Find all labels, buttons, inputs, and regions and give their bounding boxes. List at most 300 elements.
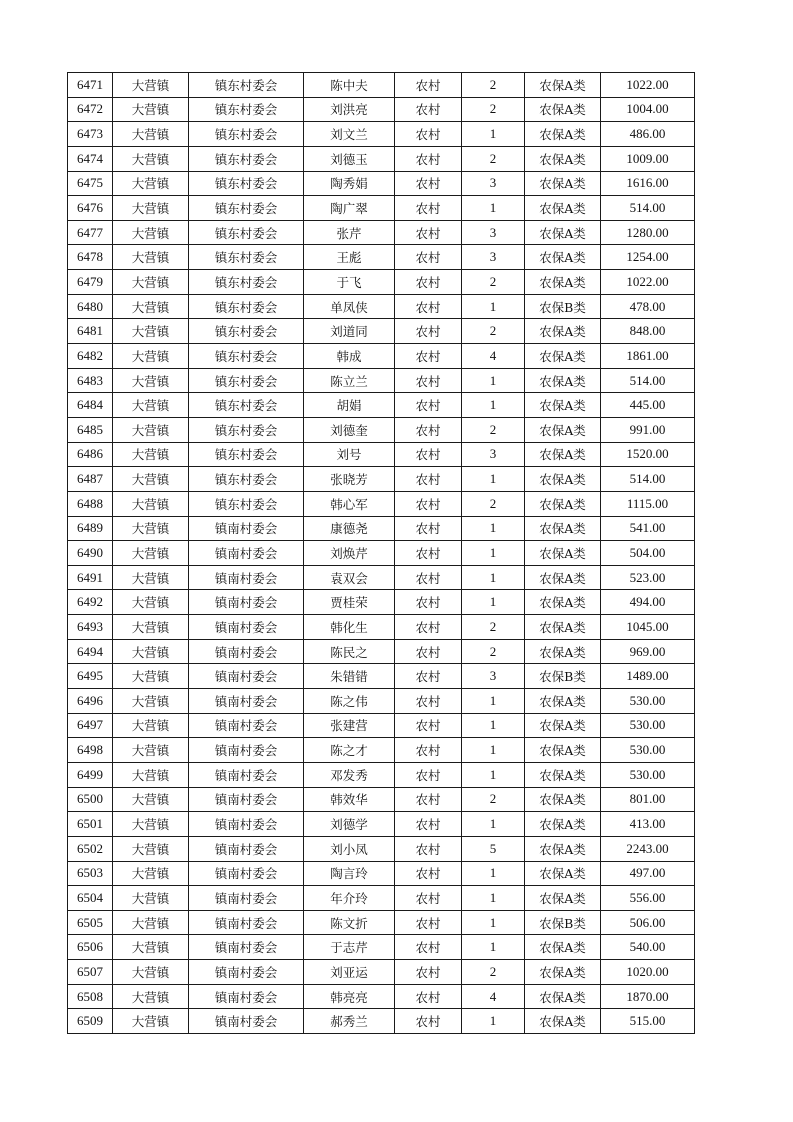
cell-village-committee: 镇南村委会 (189, 713, 304, 738)
cell-amount: 514.00 (601, 196, 695, 221)
cell-amount: 801.00 (601, 787, 695, 812)
table-row (68, 664, 695, 689)
cell-serial-number: 6474 (68, 146, 113, 171)
table-row (68, 689, 695, 714)
cell-household-type: 农村 (395, 97, 462, 122)
cell-household-type: 农村 (395, 639, 462, 664)
table-row (68, 294, 695, 319)
cell-serial-number: 6486 (68, 442, 113, 467)
cell-town: 大营镇 (113, 171, 189, 196)
cell-household-type: 农村 (395, 245, 462, 270)
cell-village-committee: 镇南村委会 (189, 689, 304, 714)
cell-town: 大营镇 (113, 541, 189, 566)
cell-amount: 445.00 (601, 393, 695, 418)
cell-insurance-category: 农保A类 (525, 713, 601, 738)
cell-insurance-category: 农保A类 (525, 590, 601, 615)
cell-insurance-category: 农保A类 (525, 565, 601, 590)
cell-amount: 1020.00 (601, 960, 695, 985)
cell-village-committee: 镇东村委会 (189, 146, 304, 171)
cell-person-count: 1 (462, 196, 525, 221)
cell-household-type: 农村 (395, 270, 462, 295)
cell-village-committee: 镇东村委会 (189, 368, 304, 393)
table-row (68, 615, 695, 640)
cell-person-name: 韩效华 (304, 787, 395, 812)
cell-village-committee: 镇南村委会 (189, 910, 304, 935)
table-row (68, 122, 695, 147)
cell-person-name: 韩亮亮 (304, 984, 395, 1009)
table-row (68, 738, 695, 763)
cell-serial-number: 6498 (68, 738, 113, 763)
cell-village-committee: 镇南村委会 (189, 516, 304, 541)
cell-village-committee: 镇南村委会 (189, 1009, 304, 1034)
cell-town: 大营镇 (113, 344, 189, 369)
cell-village-committee: 镇南村委会 (189, 738, 304, 763)
cell-insurance-category: 农保A类 (525, 935, 601, 960)
cell-household-type: 农村 (395, 886, 462, 911)
table-row (68, 836, 695, 861)
cell-town: 大营镇 (113, 270, 189, 295)
cell-person-count: 1 (462, 1009, 525, 1034)
cell-household-type: 农村 (395, 738, 462, 763)
cell-person-name: 刘道同 (304, 319, 395, 344)
cell-town: 大营镇 (113, 590, 189, 615)
cell-village-committee: 镇东村委会 (189, 417, 304, 442)
cell-town: 大营镇 (113, 565, 189, 590)
cell-town: 大营镇 (113, 491, 189, 516)
cell-insurance-category: 农保B类 (525, 294, 601, 319)
cell-town: 大营镇 (113, 836, 189, 861)
cell-person-count: 1 (462, 812, 525, 837)
cell-household-type: 农村 (395, 516, 462, 541)
cell-serial-number: 6483 (68, 368, 113, 393)
cell-insurance-category: 农保A类 (525, 467, 601, 492)
cell-insurance-category: 农保B类 (525, 664, 601, 689)
cell-person-count: 1 (462, 861, 525, 886)
cell-village-committee: 镇东村委会 (189, 491, 304, 516)
cell-insurance-category: 农保A类 (525, 171, 601, 196)
cell-serial-number: 6507 (68, 960, 113, 985)
cell-amount: 494.00 (601, 590, 695, 615)
cell-person-name: 刘亚运 (304, 960, 395, 985)
cell-amount: 486.00 (601, 122, 695, 147)
cell-serial-number: 6475 (68, 171, 113, 196)
cell-serial-number: 6479 (68, 270, 113, 295)
table-row (68, 245, 695, 270)
cell-amount: 478.00 (601, 294, 695, 319)
table-row (68, 344, 695, 369)
cell-amount: 530.00 (601, 762, 695, 787)
cell-amount: 515.00 (601, 1009, 695, 1034)
cell-household-type: 农村 (395, 541, 462, 566)
cell-village-committee: 镇东村委会 (189, 319, 304, 344)
cell-person-count: 4 (462, 984, 525, 1009)
cell-town: 大营镇 (113, 935, 189, 960)
cell-person-name: 韩化生 (304, 615, 395, 640)
cell-insurance-category: 农保A类 (525, 787, 601, 812)
cell-insurance-category: 农保A类 (525, 393, 601, 418)
cell-amount: 969.00 (601, 639, 695, 664)
cell-amount: 1520.00 (601, 442, 695, 467)
cell-town: 大营镇 (113, 467, 189, 492)
cell-person-count: 1 (462, 713, 525, 738)
cell-town: 大营镇 (113, 713, 189, 738)
cell-amount: 413.00 (601, 812, 695, 837)
roster-table-body (68, 73, 695, 1034)
table-row (68, 1009, 695, 1034)
cell-household-type: 农村 (395, 565, 462, 590)
cell-person-count: 1 (462, 467, 525, 492)
cell-person-name: 于飞 (304, 270, 395, 295)
cell-serial-number: 6503 (68, 861, 113, 886)
cell-insurance-category: 农保A类 (525, 245, 601, 270)
table-row (68, 935, 695, 960)
cell-person-name: 张晓芳 (304, 467, 395, 492)
cell-person-name: 贾桂荣 (304, 590, 395, 615)
cell-village-committee: 镇南村委会 (189, 664, 304, 689)
cell-person-count: 3 (462, 442, 525, 467)
cell-insurance-category: 农保A类 (525, 491, 601, 516)
table-row (68, 73, 695, 98)
cell-village-committee: 镇东村委会 (189, 196, 304, 221)
cell-insurance-category: 农保A类 (525, 639, 601, 664)
table-row (68, 417, 695, 442)
cell-person-name: 刘小凤 (304, 836, 395, 861)
cell-person-count: 3 (462, 220, 525, 245)
cell-village-committee: 镇东村委会 (189, 270, 304, 295)
cell-serial-number: 6509 (68, 1009, 113, 1034)
cell-amount: 848.00 (601, 319, 695, 344)
cell-insurance-category: 农保A类 (525, 220, 601, 245)
cell-insurance-category: 农保A类 (525, 812, 601, 837)
cell-insurance-category: 农保A类 (525, 196, 601, 221)
cell-person-count: 1 (462, 935, 525, 960)
cell-household-type: 农村 (395, 1009, 462, 1034)
cell-person-count: 2 (462, 97, 525, 122)
table-row (68, 812, 695, 837)
cell-village-committee: 镇东村委会 (189, 467, 304, 492)
cell-person-count: 2 (462, 615, 525, 640)
cell-amount: 541.00 (601, 516, 695, 541)
cell-amount: 1616.00 (601, 171, 695, 196)
cell-town: 大营镇 (113, 146, 189, 171)
cell-insurance-category: 农保A类 (525, 1009, 601, 1034)
cell-person-name: 韩成 (304, 344, 395, 369)
table-row (68, 171, 695, 196)
cell-household-type: 农村 (395, 910, 462, 935)
cell-person-name: 陈之伟 (304, 689, 395, 714)
cell-person-count: 1 (462, 541, 525, 566)
cell-person-name: 刘德学 (304, 812, 395, 837)
cell-village-committee: 镇东村委会 (189, 393, 304, 418)
cell-amount: 2243.00 (601, 836, 695, 861)
cell-village-committee: 镇南村委会 (189, 541, 304, 566)
cell-person-name: 陶言玲 (304, 861, 395, 886)
cell-insurance-category: 农保A类 (525, 97, 601, 122)
cell-amount: 514.00 (601, 368, 695, 393)
cell-amount: 1870.00 (601, 984, 695, 1009)
cell-village-committee: 镇东村委会 (189, 220, 304, 245)
cell-amount: 530.00 (601, 738, 695, 763)
cell-amount: 1004.00 (601, 97, 695, 122)
cell-amount: 1280.00 (601, 220, 695, 245)
cell-person-count: 1 (462, 689, 525, 714)
cell-town: 大营镇 (113, 787, 189, 812)
cell-town: 大营镇 (113, 97, 189, 122)
cell-town: 大营镇 (113, 984, 189, 1009)
cell-person-count: 1 (462, 565, 525, 590)
cell-village-committee: 镇南村委会 (189, 960, 304, 985)
cell-household-type: 农村 (395, 664, 462, 689)
cell-serial-number: 6505 (68, 910, 113, 935)
cell-insurance-category: 农保A类 (525, 762, 601, 787)
cell-person-name: 刘号 (304, 442, 395, 467)
cell-person-count: 2 (462, 146, 525, 171)
cell-person-count: 4 (462, 344, 525, 369)
table-row (68, 97, 695, 122)
table-row (68, 762, 695, 787)
table-row (68, 886, 695, 911)
cell-insurance-category: 农保A类 (525, 344, 601, 369)
cell-person-name: 康德尧 (304, 516, 395, 541)
cell-amount: 1009.00 (601, 146, 695, 171)
cell-person-count: 3 (462, 245, 525, 270)
cell-amount: 540.00 (601, 935, 695, 960)
cell-insurance-category: 农保A类 (525, 270, 601, 295)
cell-serial-number: 6508 (68, 984, 113, 1009)
cell-person-count: 2 (462, 960, 525, 985)
table-row (68, 319, 695, 344)
cell-serial-number: 6487 (68, 467, 113, 492)
cell-amount: 504.00 (601, 541, 695, 566)
cell-town: 大营镇 (113, 368, 189, 393)
cell-village-committee: 镇南村委会 (189, 565, 304, 590)
table-row (68, 713, 695, 738)
cell-household-type: 农村 (395, 787, 462, 812)
cell-household-type: 农村 (395, 122, 462, 147)
cell-person-name: 于志芹 (304, 935, 395, 960)
cell-person-count: 2 (462, 270, 525, 295)
cell-amount: 1045.00 (601, 615, 695, 640)
cell-person-name: 单凤侠 (304, 294, 395, 319)
cell-household-type: 农村 (395, 960, 462, 985)
cell-household-type: 农村 (395, 196, 462, 221)
table-row (68, 270, 695, 295)
cell-insurance-category: 农保A类 (525, 516, 601, 541)
cell-serial-number: 6485 (68, 417, 113, 442)
cell-town: 大营镇 (113, 442, 189, 467)
cell-village-committee: 镇东村委会 (189, 73, 304, 98)
cell-village-committee: 镇东村委会 (189, 442, 304, 467)
cell-village-committee: 镇南村委会 (189, 590, 304, 615)
cell-serial-number: 6484 (68, 393, 113, 418)
cell-insurance-category: 农保A类 (525, 886, 601, 911)
cell-insurance-category: 农保A类 (525, 738, 601, 763)
cell-person-count: 2 (462, 319, 525, 344)
cell-person-count: 2 (462, 417, 525, 442)
cell-village-committee: 镇南村委会 (189, 639, 304, 664)
cell-person-count: 1 (462, 590, 525, 615)
cell-household-type: 农村 (395, 220, 462, 245)
cell-person-name: 刘德玉 (304, 146, 395, 171)
cell-household-type: 农村 (395, 146, 462, 171)
cell-household-type: 农村 (395, 294, 462, 319)
cell-serial-number: 6472 (68, 97, 113, 122)
cell-insurance-category: 农保A类 (525, 146, 601, 171)
cell-town: 大营镇 (113, 294, 189, 319)
cell-household-type: 农村 (395, 171, 462, 196)
cell-amount: 991.00 (601, 417, 695, 442)
cell-household-type: 农村 (395, 689, 462, 714)
cell-village-committee: 镇东村委会 (189, 294, 304, 319)
cell-serial-number: 6478 (68, 245, 113, 270)
cell-amount: 556.00 (601, 886, 695, 911)
table-row (68, 541, 695, 566)
cell-serial-number: 6491 (68, 565, 113, 590)
table-row (68, 960, 695, 985)
table-row (68, 787, 695, 812)
table-row (68, 565, 695, 590)
cell-village-committee: 镇南村委会 (189, 861, 304, 886)
cell-village-committee: 镇东村委会 (189, 245, 304, 270)
cell-village-committee: 镇南村委会 (189, 615, 304, 640)
table-row (68, 220, 695, 245)
cell-serial-number: 6495 (68, 664, 113, 689)
cell-person-name: 郝秀兰 (304, 1009, 395, 1034)
cell-household-type: 农村 (395, 984, 462, 1009)
cell-person-name: 陈立兰 (304, 368, 395, 393)
table-row (68, 393, 695, 418)
cell-household-type: 农村 (395, 417, 462, 442)
cell-serial-number: 6493 (68, 615, 113, 640)
cell-person-name: 陈中夫 (304, 73, 395, 98)
cell-amount: 1254.00 (601, 245, 695, 270)
cell-household-type: 农村 (395, 442, 462, 467)
cell-insurance-category: 农保A类 (525, 861, 601, 886)
cell-insurance-category: 农保A类 (525, 615, 601, 640)
table-row (68, 368, 695, 393)
cell-person-count: 1 (462, 393, 525, 418)
cell-amount: 1022.00 (601, 73, 695, 98)
cell-person-name: 刘焕芹 (304, 541, 395, 566)
cell-person-count: 2 (462, 491, 525, 516)
cell-town: 大营镇 (113, 664, 189, 689)
cell-serial-number: 6476 (68, 196, 113, 221)
cell-household-type: 农村 (395, 861, 462, 886)
cell-person-name: 胡娟 (304, 393, 395, 418)
cell-household-type: 农村 (395, 935, 462, 960)
cell-village-committee: 镇东村委会 (189, 344, 304, 369)
cell-village-committee: 镇东村委会 (189, 97, 304, 122)
cell-person-count: 5 (462, 836, 525, 861)
table-row (68, 639, 695, 664)
cell-person-name: 刘洪亮 (304, 97, 395, 122)
cell-person-name: 陶广翠 (304, 196, 395, 221)
cell-person-count: 1 (462, 516, 525, 541)
cell-person-name: 陈之才 (304, 738, 395, 763)
cell-amount: 514.00 (601, 467, 695, 492)
cell-serial-number: 6489 (68, 516, 113, 541)
cell-person-count: 2 (462, 787, 525, 812)
cell-village-committee: 镇南村委会 (189, 787, 304, 812)
cell-town: 大营镇 (113, 886, 189, 911)
cell-town: 大营镇 (113, 73, 189, 98)
cell-insurance-category: 农保A类 (525, 122, 601, 147)
cell-town: 大营镇 (113, 245, 189, 270)
table-row (68, 196, 695, 221)
cell-town: 大营镇 (113, 861, 189, 886)
cell-person-count: 2 (462, 639, 525, 664)
cell-serial-number: 6482 (68, 344, 113, 369)
cell-household-type: 农村 (395, 319, 462, 344)
cell-serial-number: 6490 (68, 541, 113, 566)
cell-town: 大营镇 (113, 122, 189, 147)
cell-household-type: 农村 (395, 368, 462, 393)
cell-amount: 530.00 (601, 689, 695, 714)
cell-person-count: 1 (462, 886, 525, 911)
cell-amount: 523.00 (601, 565, 695, 590)
cell-amount: 506.00 (601, 910, 695, 935)
cell-amount: 1115.00 (601, 491, 695, 516)
cell-town: 大营镇 (113, 689, 189, 714)
cell-serial-number: 6500 (68, 787, 113, 812)
cell-serial-number: 6506 (68, 935, 113, 960)
table-row (68, 146, 695, 171)
cell-village-committee: 镇南村委会 (189, 886, 304, 911)
cell-serial-number: 6496 (68, 689, 113, 714)
cell-person-count: 1 (462, 294, 525, 319)
table-row (68, 442, 695, 467)
cell-insurance-category: 农保B类 (525, 910, 601, 935)
table-row (68, 516, 695, 541)
cell-household-type: 农村 (395, 762, 462, 787)
table-row (68, 861, 695, 886)
cell-person-name: 年介玲 (304, 886, 395, 911)
cell-serial-number: 6494 (68, 639, 113, 664)
cell-person-name: 邓发秀 (304, 762, 395, 787)
cell-household-type: 农村 (395, 812, 462, 837)
cell-insurance-category: 农保A类 (525, 689, 601, 714)
cell-town: 大营镇 (113, 910, 189, 935)
cell-town: 大营镇 (113, 762, 189, 787)
cell-insurance-category: 农保A类 (525, 73, 601, 98)
cell-person-name: 陈文折 (304, 910, 395, 935)
cell-serial-number: 6492 (68, 590, 113, 615)
cell-village-committee: 镇南村委会 (189, 812, 304, 837)
cell-amount: 530.00 (601, 713, 695, 738)
cell-serial-number: 6504 (68, 886, 113, 911)
cell-insurance-category: 农保A类 (525, 984, 601, 1009)
table-row (68, 910, 695, 935)
cell-serial-number: 6499 (68, 762, 113, 787)
cell-village-committee: 镇东村委会 (189, 171, 304, 196)
cell-person-count: 2 (462, 73, 525, 98)
cell-person-count: 1 (462, 738, 525, 763)
cell-village-committee: 镇东村委会 (189, 122, 304, 147)
cell-person-count: 1 (462, 368, 525, 393)
cell-town: 大营镇 (113, 960, 189, 985)
roster-table (67, 72, 695, 1034)
cell-household-type: 农村 (395, 615, 462, 640)
cell-serial-number: 6477 (68, 220, 113, 245)
cell-person-name: 韩心军 (304, 491, 395, 516)
cell-amount: 1489.00 (601, 664, 695, 689)
cell-town: 大营镇 (113, 1009, 189, 1034)
cell-serial-number: 6471 (68, 73, 113, 98)
cell-insurance-category: 农保A类 (525, 319, 601, 344)
cell-town: 大营镇 (113, 615, 189, 640)
cell-village-committee: 镇南村委会 (189, 836, 304, 861)
cell-household-type: 农村 (395, 73, 462, 98)
